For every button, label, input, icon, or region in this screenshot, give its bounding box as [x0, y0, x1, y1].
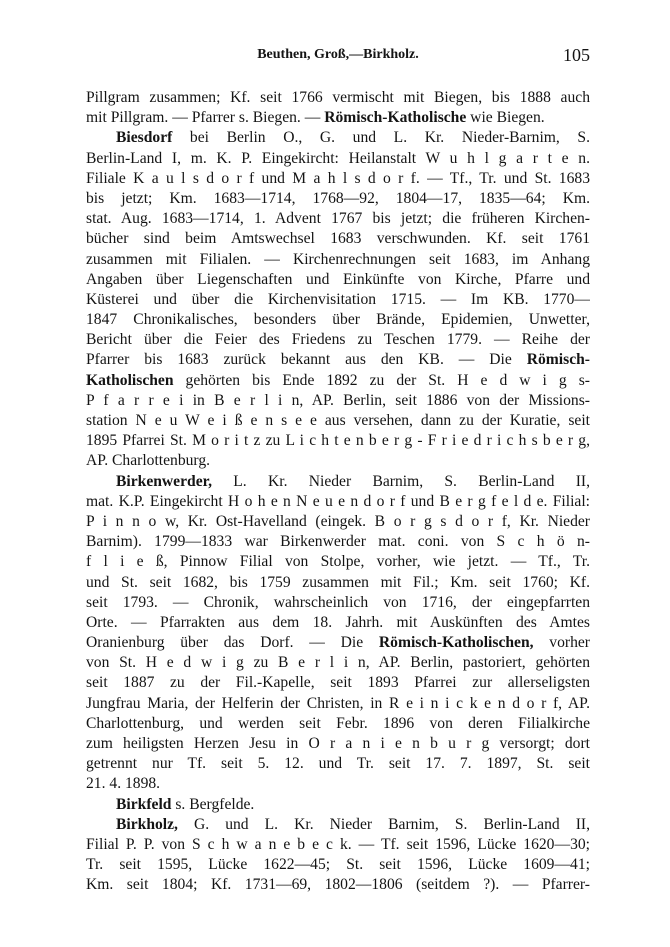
bold-entry-term: Birkfeld — [116, 795, 172, 813]
text-segment: Filiale K a u l s d o r f und M a h l s d o r f. — Tf., Tr. und St. 1683 — [86, 169, 590, 187]
text-segment: mit Pillgram. — Pfarrer s. Biegen. — — [86, 109, 325, 127]
text-segment: Pillgram zusammen; Kf. seit 1766 vermischt mit Biegen, bis 1888 auch — [86, 89, 590, 106]
text-line — [86, 673, 590, 693]
text-line — [86, 108, 590, 128]
bold-entry-term: Biesdorf — [116, 129, 173, 147]
text-line — [86, 270, 590, 290]
text-segment: getrennt nur Tf. seit 5. 12. und Tr. seit 17. 7. 1897, St. seit — [86, 755, 590, 773]
running-title: Beuthen, Groß,—Birkholz. — [257, 47, 419, 62]
text-segment: zusammen mit Filialen. — Kirchenrechnungen seit 1683, im Anhang — [86, 250, 590, 268]
bold-entry-term: Birkenwerder, — [116, 472, 213, 490]
text-line — [86, 330, 590, 350]
text-line — [86, 552, 590, 572]
text-line — [86, 472, 590, 492]
text-segment: gehörten bis Ende 1892 zu der St. H e d w i g s- — [173, 371, 590, 389]
text-segment: bis jetzt; Km. 1683—1714, 1768—92, 1804—17, 1835—64; Km. — [86, 189, 590, 207]
text-line — [86, 128, 590, 148]
text-segment: wie Biegen. — [466, 109, 545, 127]
text-segment: Bericht über die Feier des Friedens zu Teschen 1779. — Reihe der — [86, 331, 590, 349]
text-segment: 1847 Chronikalisches, besonders über Brände, Epidemien, Unwetter, — [86, 311, 590, 329]
text-segment: AP. Charlottenburg. — [86, 452, 211, 470]
text-segment: G. und L. Kr. Nieder Barnim, S. Berlin-Land II, — [177, 815, 590, 833]
text-line — [86, 694, 590, 714]
text-segment: 1895 Pfarrei St. M o r i t z zu L i c h t e n b e r g - F r i e d r i c h s b e r g, — [86, 432, 590, 450]
text-segment: s. Bergfelde. — [171, 795, 255, 813]
text-line — [86, 532, 590, 552]
text-segment: bücher sind beim Amtswechsel 1683 verschwunden. Kf. seit 1761 — [86, 230, 590, 248]
text-line — [86, 189, 590, 209]
text-segment: Pfarrer bis 1683 zurück bekannt aus den KB. — Die — [86, 351, 527, 369]
text-line — [86, 451, 590, 471]
text-line — [86, 573, 590, 593]
text-segment: Küsterei und über die Kirchenvisitation 1715. — Im KB. 1770— — [86, 290, 590, 308]
bold-entry-term: Römisch-Katholischen, — [378, 634, 534, 652]
bold-entry-term: Römisch- — [526, 351, 590, 369]
text-line — [86, 290, 590, 310]
page-number: 105 — [563, 45, 590, 65]
text-line — [86, 613, 590, 633]
text-line — [86, 391, 590, 411]
text-segment: Oranienburg über das Dorf. — Die — [86, 634, 379, 652]
page-body-text — [86, 88, 590, 896]
text-segment: seit 1887 zu der Fil.-Kapelle, seit 1893 Pfarrei zur allerseligsten — [86, 674, 590, 692]
text-line — [86, 512, 590, 532]
bold-entry-term: Birkholz, — [116, 815, 178, 833]
text-line — [86, 149, 590, 169]
bold-entry-term: Katholischen — [86, 371, 174, 389]
text-line — [86, 593, 590, 613]
text-line — [86, 754, 590, 774]
text-segment: L. Kr. Nieder Barnim, S. Berlin-Land II, — [212, 472, 590, 490]
text-segment: Km. seit 1804; Kf. 1731—69, 1802—1806 (seitdem ?). — Pfarrer- — [86, 876, 590, 894]
text-segment: Orte. — Pfarrakten aus dem 18. Jahrh. mit Auskünften des Amtes — [86, 613, 590, 631]
text-line — [86, 653, 590, 673]
text-line — [86, 371, 590, 391]
text-segment: von St. H e d w i g zu B e r l i n, AP. Berlin, pastoriert, gehörten — [86, 654, 590, 672]
text-line — [86, 835, 590, 855]
text-line — [86, 310, 590, 330]
text-segment: vorher — [533, 634, 590, 652]
text-line — [86, 795, 590, 815]
text-segment: seit 1793. — Chronik, wahrscheinlich von 1716, der eingepfarrten — [86, 593, 590, 611]
text-segment: Charlottenburg, und werden seit Febr. 1896 von deren Filialkirche — [86, 714, 590, 732]
text-line — [86, 431, 590, 451]
text-line — [86, 714, 590, 734]
text-segment: Barnim). 1799—1833 war Birkenwerder mat. coni. von S c h ö n- — [86, 533, 590, 551]
text-line — [86, 209, 590, 229]
text-segment: P f a r r e i in B e r l i n, AP. Berlin, seit 1886 von der Missions- — [86, 391, 590, 409]
text-segment: mat. K.P. Eingekircht H o h e n N e u e n d o r f und B e r g f e l d e. Filial: — [86, 492, 590, 510]
bold-entry-term: Römisch-Katholische — [324, 109, 467, 127]
text-segment: P i n n o w, Kr. Ost-Havelland (eingek. B o r g s d o r f, Kr. Nieder — [86, 512, 590, 530]
text-segment: Jungfrau Maria, der Helferin der Christen, in R e i n i c k e n d o r f, AP. — [86, 694, 590, 712]
text-line — [86, 815, 590, 835]
text-segment: stat. Aug. 1683—1714, 1. Advent 1767 bis jetzt; die früheren Kirchen- — [86, 210, 590, 228]
text-line — [86, 492, 590, 512]
text-line — [86, 250, 590, 270]
text-segment: Angaben über Liegenschaften und Einkünfte von Kirche, Pfarre und — [86, 270, 590, 288]
text-line — [86, 169, 590, 189]
text-segment: Tr. seit 1595, Lücke 1622—45; St. seit 1596, Lücke 1609—41; — [86, 856, 590, 874]
text-segment: station N e u W e i ß e n s e e aus versehen, dann zu der Kuratie, seit — [86, 412, 590, 429]
text-segment: Filial P. P. von S c h w a n e b e c k. — Tf. seit 1596, Lücke 1620—30; — [86, 835, 590, 853]
text-line — [86, 875, 590, 895]
text-segment: zum heiligsten Herzen Jesu in O r a n i e n b u r g versorgt; dort — [86, 735, 590, 752]
text-segment: f l i e ß, Pinnow Filial von Stolpe, vorher, wie jetzt. — Tf., Tr. — [86, 553, 590, 571]
text-segment: und St. seit 1682, bis 1759 zusammen mit Fil.; Km. seit 1760; Kf. — [86, 573, 590, 591]
text-line — [86, 855, 590, 875]
text-segment: Berlin-Land I, m. K. P. Eingekircht: Heilanstalt W u h l g a r t e n. — [86, 149, 590, 167]
text-line — [86, 774, 590, 794]
page-header — [86, 45, 590, 67]
text-line — [86, 350, 590, 370]
text-line — [86, 734, 590, 754]
text-line — [86, 229, 590, 249]
text-line — [86, 633, 590, 653]
text-line — [86, 411, 590, 431]
text-line — [86, 88, 590, 108]
text-segment: 21. 4. 1898. — [86, 775, 161, 793]
text-segment: bei Berlin O., G. und L. Kr. Nieder-Barnim, S. — [172, 129, 590, 147]
